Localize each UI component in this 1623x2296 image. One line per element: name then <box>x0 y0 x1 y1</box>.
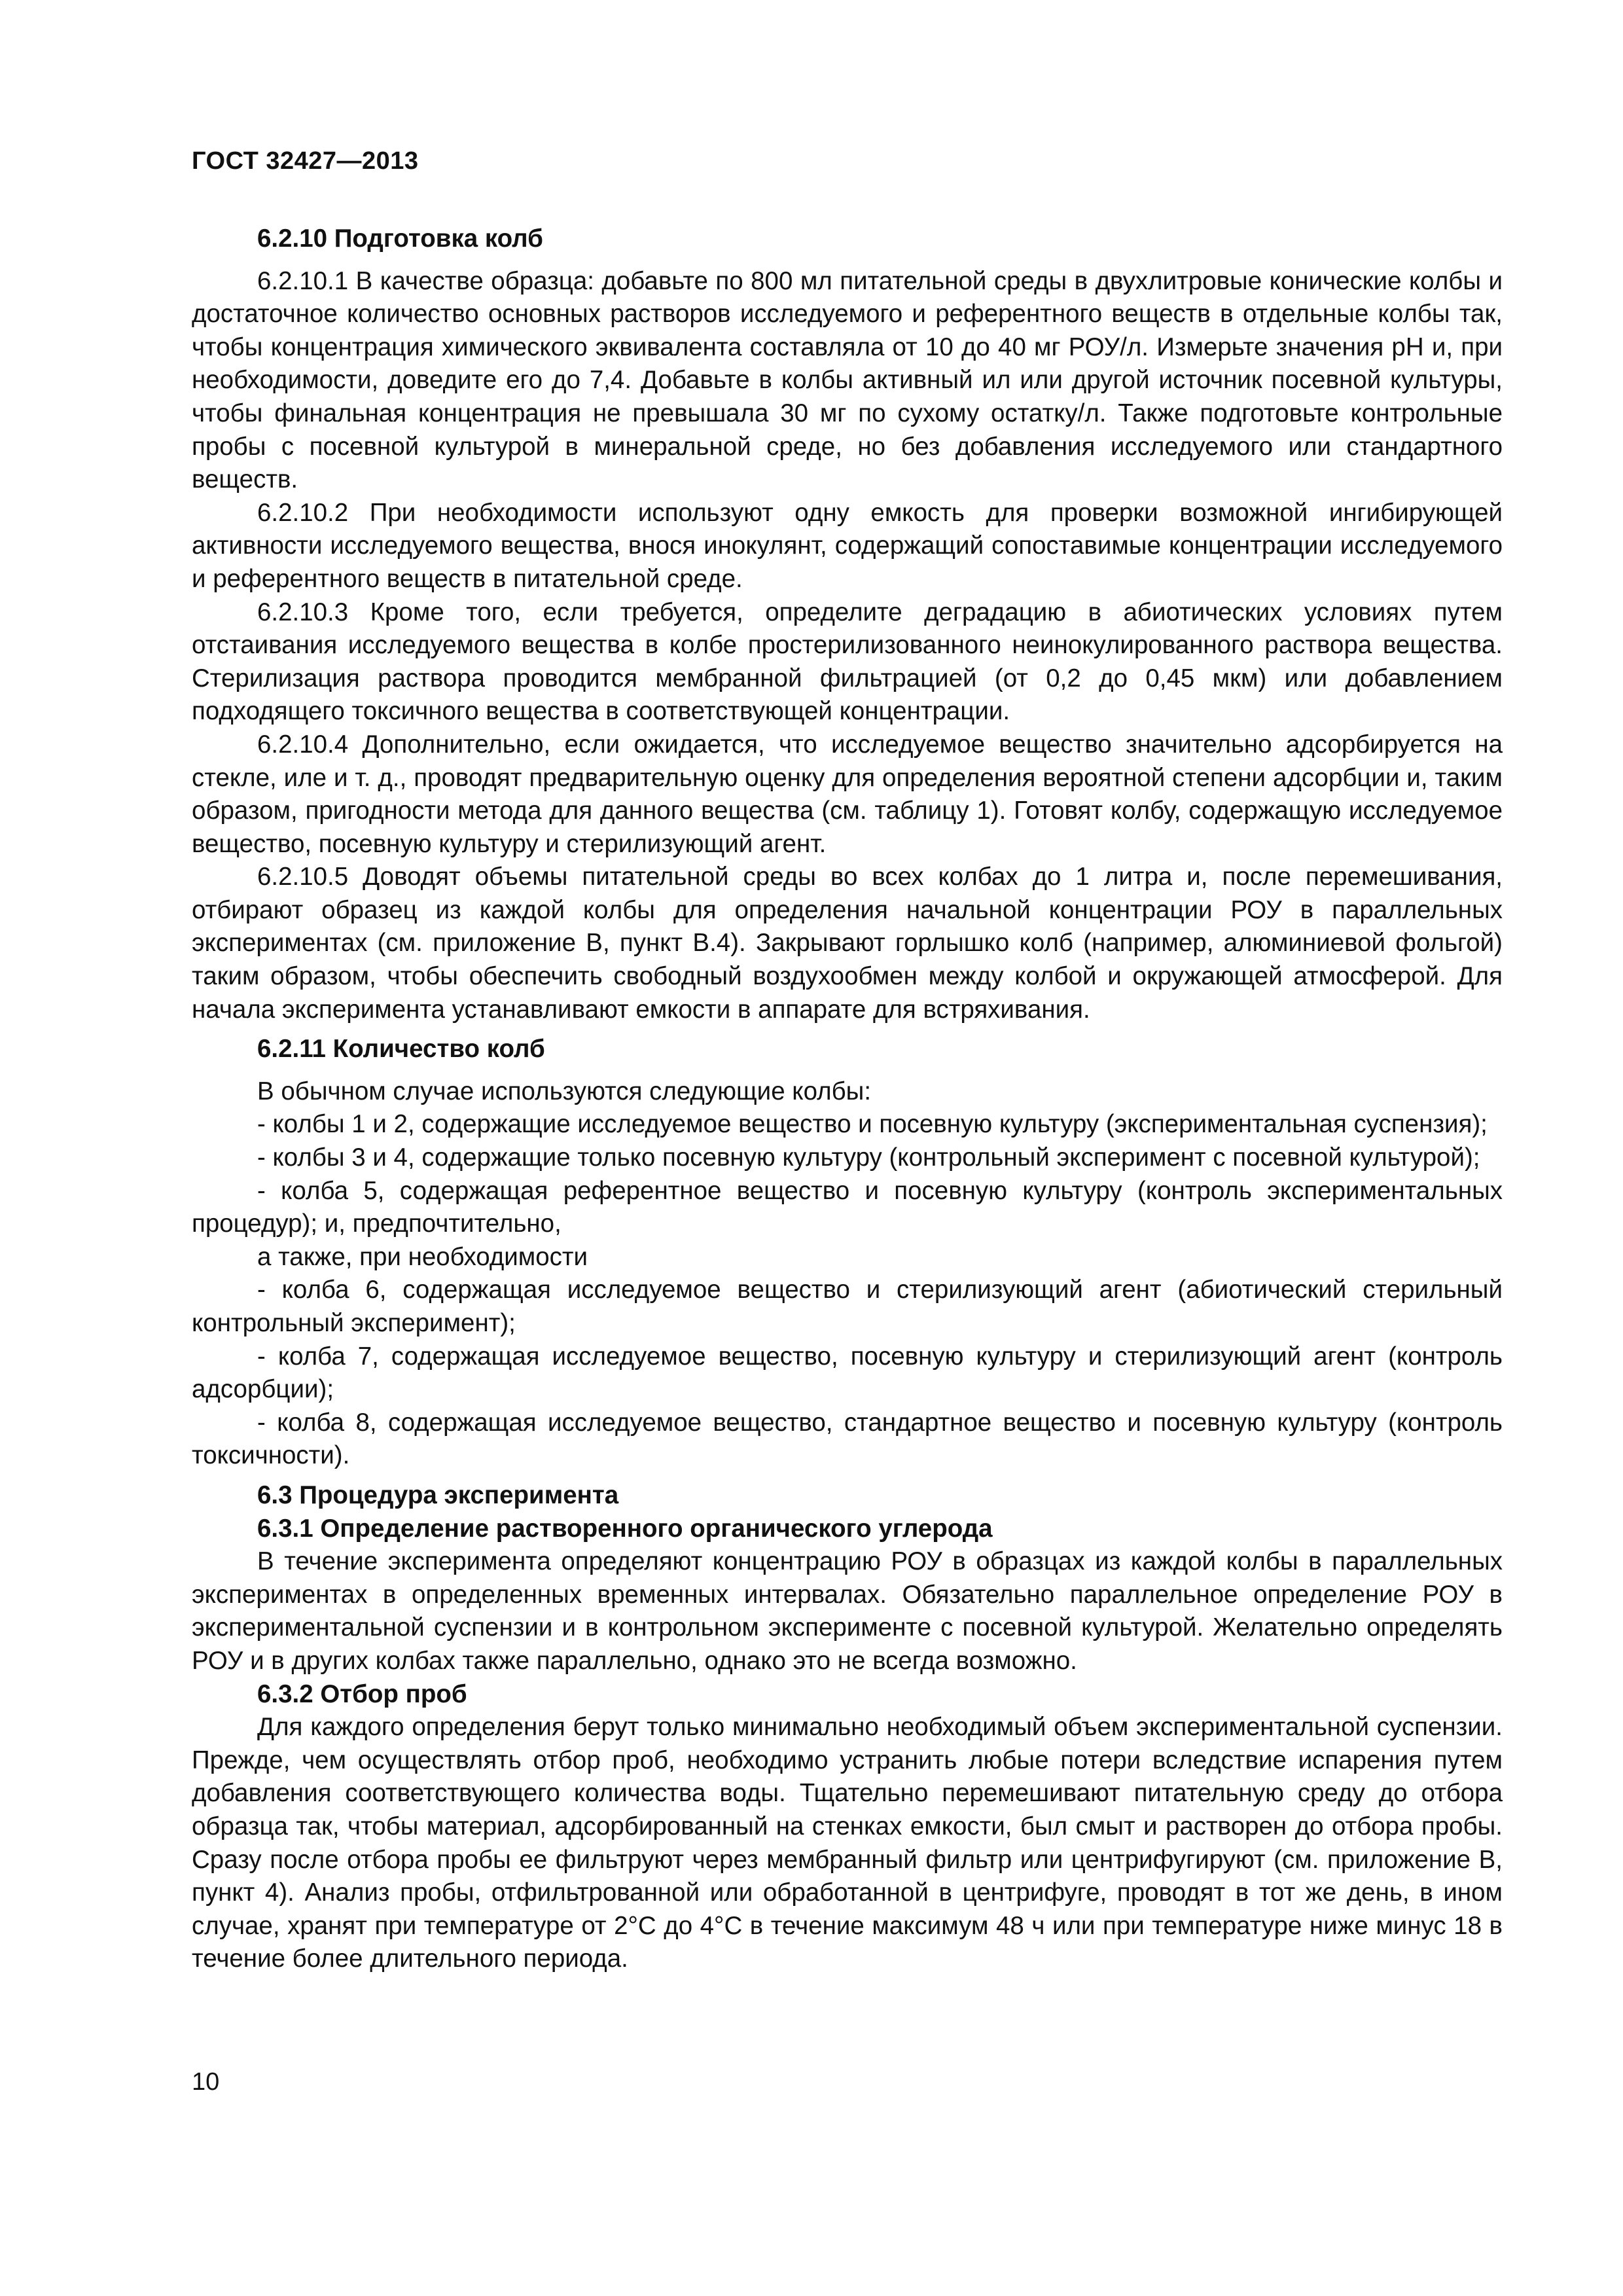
section-heading-6-3-2: 6.3.2 Отбор проб <box>257 1679 467 1708</box>
list-item: а также, при необходимости <box>257 1242 588 1271</box>
document-code: ГОСТ 32427—2013 <box>192 147 419 175</box>
paragraph-6-3-2: Для каждого определения берут только минимально необходимый объем экспериментальной суспензии. Прежде, чем осуществлять отбор проб, необходимо устранить любые потери вследствие испарения путем добавления соответствующего количества воды. Тщательно перемешивают питательную среду до отбора образца так, чтобы материал, адсорбированный на стенках емкости, был смыт и растворен до отбора пробы. Сразу после отбора пробы ее фильтруют через мембранный фильтр или центрифугируют (см. приложение В, пункт 4). Анализ пробы, отфильтрованной или обработанной в центрифуге, проводят в тот же день, в ином случае, хранят при температуре от 2°С до 4°С в течение максимум 48 ч или при температуре ниже минус 18 в течение более длительного периода. <box>192 1713 1503 1973</box>
list-intro: В обычном случае используются следующие колбы: <box>257 1077 872 1105</box>
list-item: - колбы 3 и 4, содержащие только посевную культуру (контрольный эксперимент с посевной культурой); <box>257 1143 1480 1172</box>
section-heading-6-3-1: 6.3.1 Определение растворенного органического углерода <box>257 1514 993 1543</box>
paragraph-6-3-1: В течение эксперимента определяют концентрацию РОУ в образцах из каждой колбы в параллельных экспериментах в определенных временных интервалах. Обязательно параллельное определение РОУ в экспериментальной суспензии и в контрольном эксперименте с посевной культурой. Желательно определять РОУ и в других колбах также параллельно, однако это не всегда возможно. <box>192 1547 1503 1675</box>
section-heading-6-2-10: 6.2.10 Подготовка колб <box>257 224 543 253</box>
section-heading-6-2-11: 6.2.11 Количество колб <box>257 1035 545 1064</box>
list-item: - колба 5, содержащая референтное вещество и посевную культуру (контроль экспериментальных процедур); и, предпочтительно, <box>192 1176 1503 1238</box>
section-heading-6-3: 6.3 Процедура эксперимента <box>257 1480 619 1509</box>
list-item: - колба 7, содержащая исследуемое вещество, посевную культуру и стерилизующий агент (контроль адсорбции); <box>192 1342 1503 1404</box>
document-body <box>192 223 1503 1976</box>
list-item: - колба 6, содержащая исследуемое вещество и стерилизующий агент (абиотический стерильный контрольный эксперимент); <box>192 1276 1503 1337</box>
list-item: - колбы 1 и 2, содержащие исследуемое вещество и посевную культуру (экспериментальная суспензия); <box>257 1110 1488 1139</box>
paragraph-6-2-10-3: 6.2.10.3 Кроме того, если требуется, определите деградацию в абиотических условиях путем отстаивания исследуемого вещества в колбе простерилизованного неинокулированного раствора вещества. Стерилизация раствора проводится мембранной фильтрацией (от 0,2 до 0,45 мкм) или добавлением подходящего токсичного вещества в соответствующей концентрации. <box>192 598 1503 726</box>
paragraph-6-2-10-2: 6.2.10.2 При необходимости используют одну емкость для проверки возможной ингибирующей активности исследуемого вещества, внося инокулянт, содержащий сопоставимые концентрации исследуемого и референтного веществ в питательной среде. <box>192 498 1503 593</box>
paragraph-6-2-10-4: 6.2.10.4 Дополнительно, если ожидается, что исследуемое вещество значительно адсорбируется на стекле, иле и т. д., проводят предварительную оценку для определения вероятной степени адсорбции и, таким образом, пригодности метода для данного вещества (см. таблицу 1). Готовят колбу, содержащую исследуемое вещество, посевную культуру и стерилизующий агент. <box>192 730 1503 858</box>
list-item: - колба 8, содержащая исследуемое вещество, стандартное вещество и посевную культуру (контроль токсичности). <box>192 1408 1503 1470</box>
paragraph-6-2-10-1: 6.2.10.1 В качестве образца: добавьте по 800 мл питательной среды в двухлитровые конические колбы и достаточное количество основных растворов исследуемого и референтного веществ в отдельные колбы так, чтобы концентрация химического эквивалента составляла от 10 до 40 мг РОУ/л. Измерьте значения pH и, при необходимости, доведите его до 7,4. Добавьте в колбы активный ил или другой источник посевной культуры, чтобы финальная концентрация не превышала 30 мг по сухому остатку/л. Также подготовьте контрольные пробы с посевной культурой в минеральной среде, но без добавления исследуемого или стандартного веществ. <box>192 266 1503 494</box>
paragraph-6-2-10-5: 6.2.10.5 Доводят объемы питательной среды во всех колбах до 1 литра и, после перемешивания, отбирают образец из каждой колбы для определения начальной концентрации РОУ в параллельных экспериментах (см. приложение В, пункт В.4). Закрывают горлышко колб (например, алюминиевой фольгой) таким образом, чтобы обеспечить свободный воздухообмен между колбой и окружающей атмосферой. Для начала эксперимента устанавливают емкости в аппарате для встряхивания. <box>192 863 1503 1024</box>
page-number: 10 <box>192 2068 220 2096</box>
